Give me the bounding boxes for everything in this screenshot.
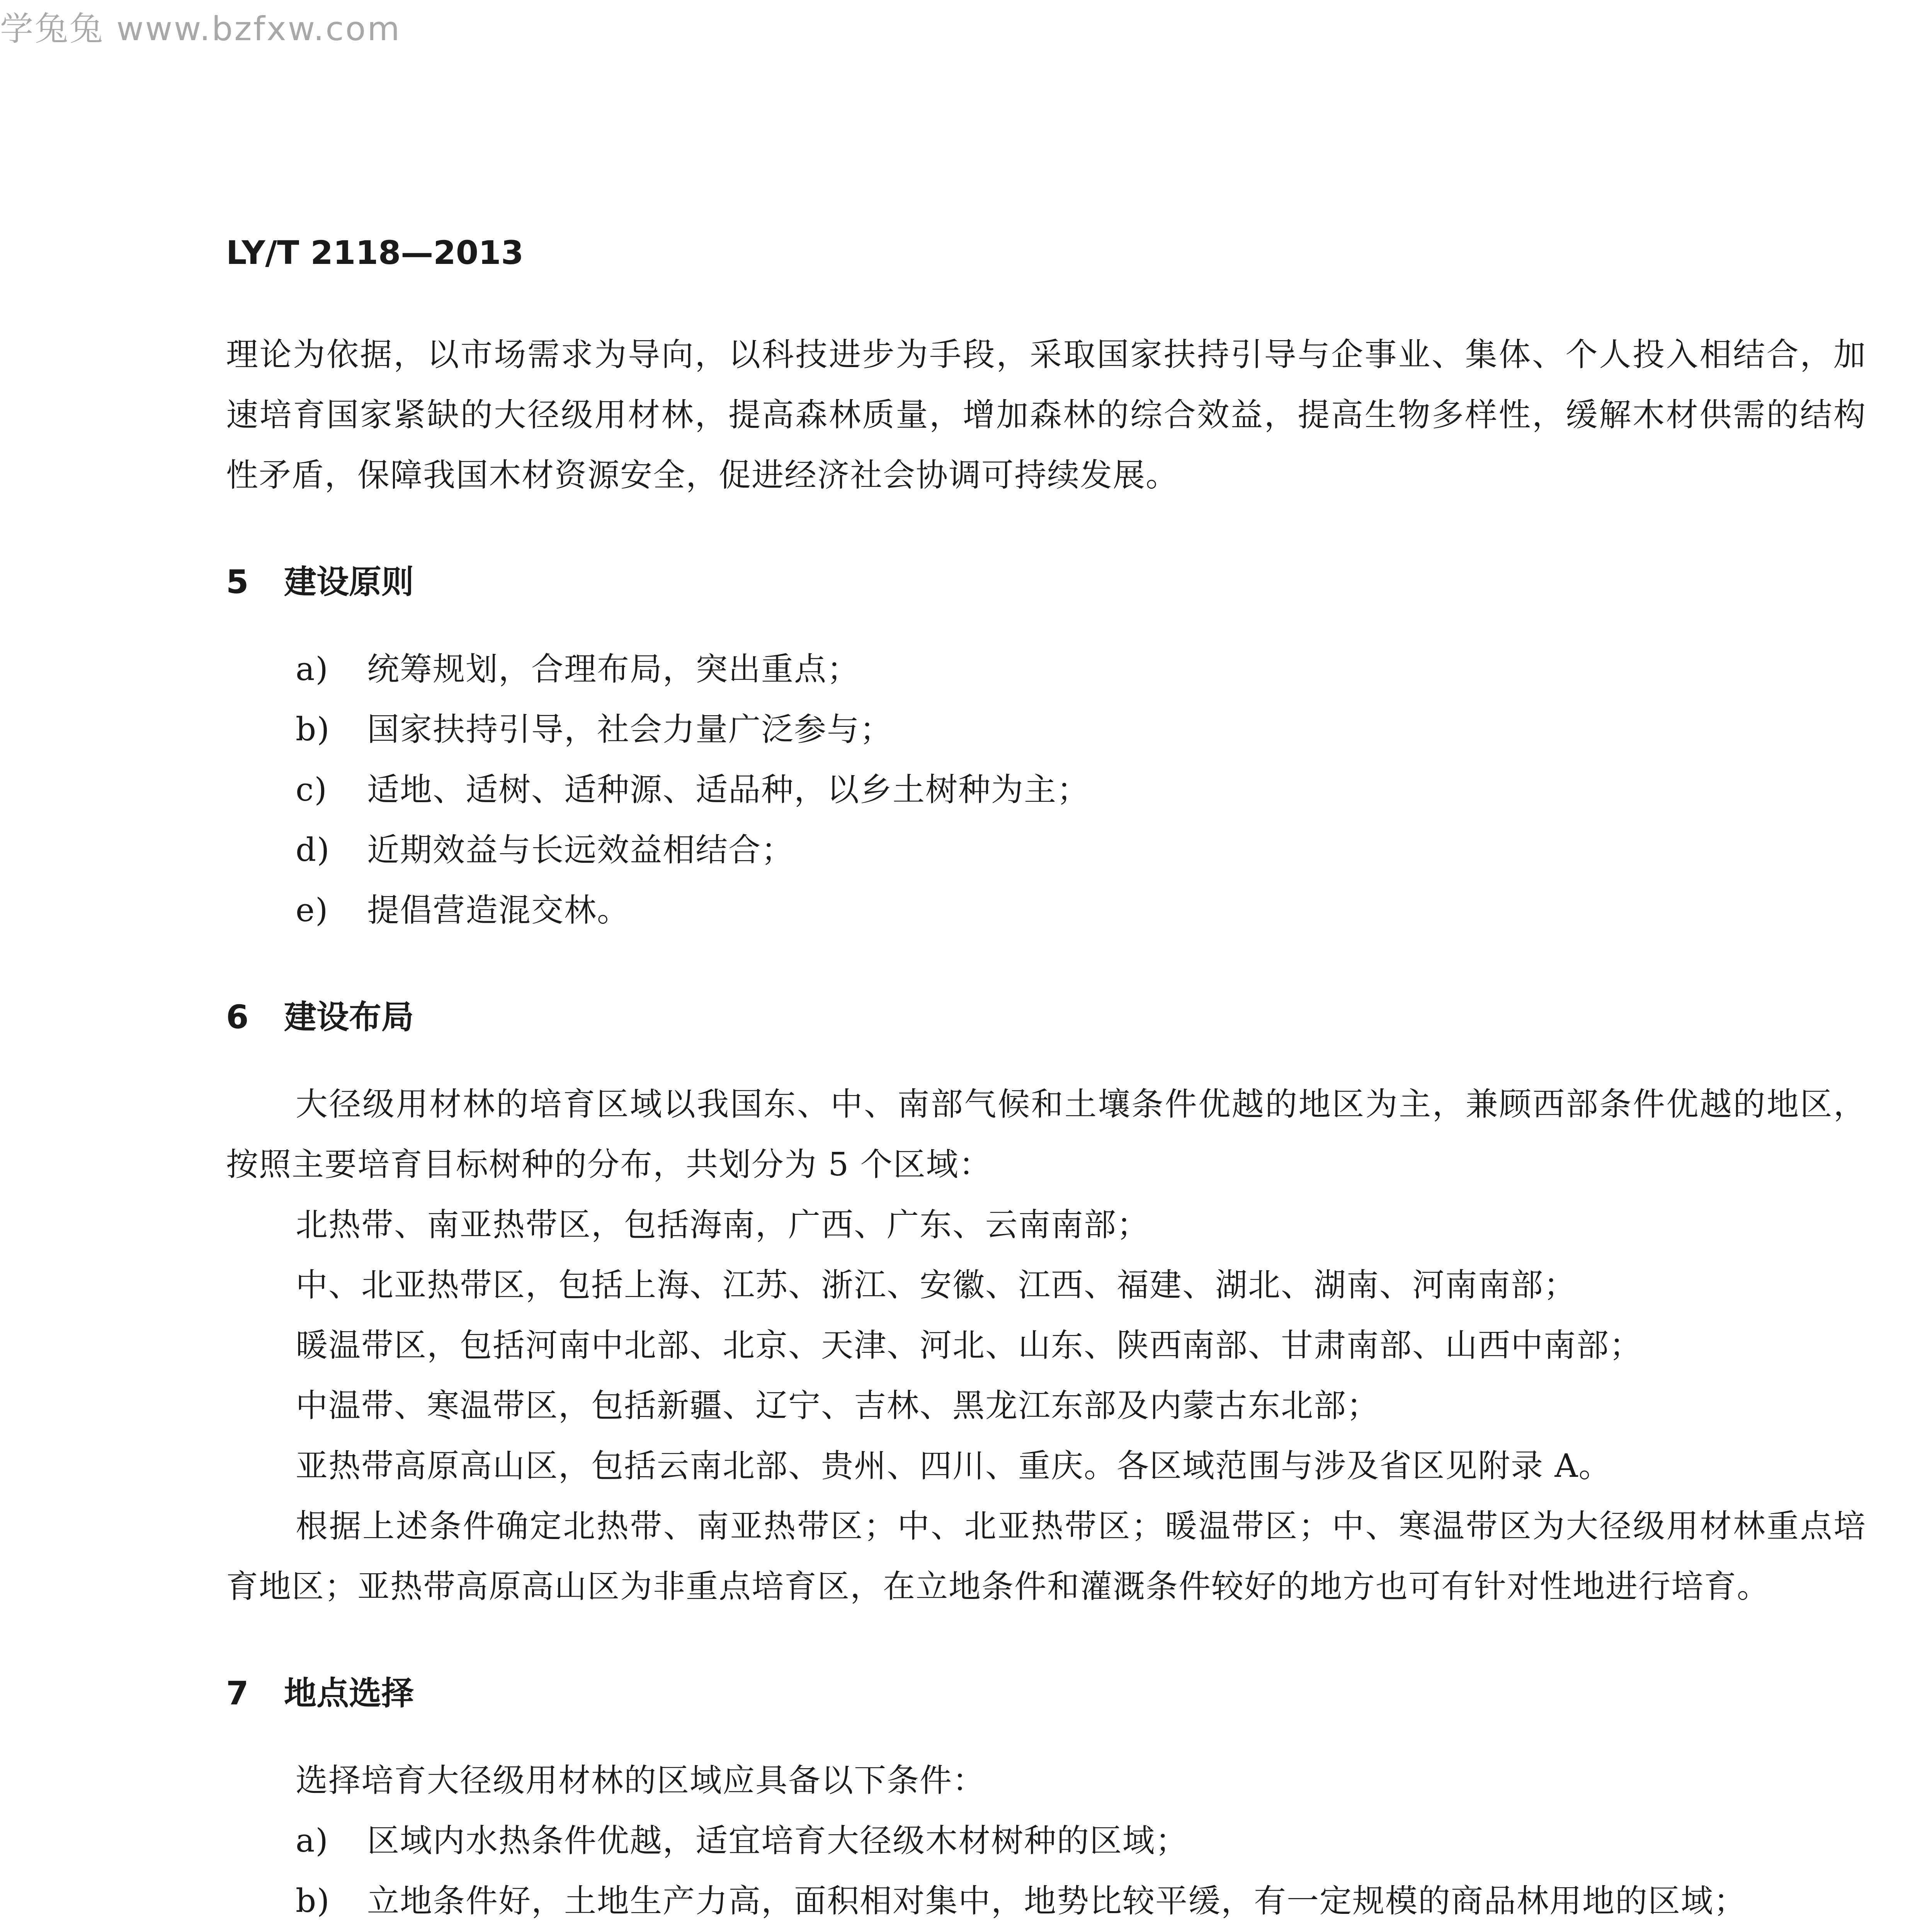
region-item: 暖温带区，包括河南中北部、北京、天津、河北、山东、陕西南部、甘肃南部、山西中南部； (296, 1327, 1642, 1364)
list-item (226, 760, 1866, 820)
section-title: 建设布局 (284, 998, 414, 1036)
section-number: 5 (226, 563, 249, 601)
document-body (226, 325, 1866, 1932)
list-text: 国家扶持引导，社会力量广泛参与； (367, 711, 893, 748)
list-text: 区域内水热条件优越，适宜培育大径级木材树种的区域； (367, 1822, 1188, 1859)
section-title: 地点选择 (284, 1674, 414, 1712)
list-marker: e) (296, 891, 329, 929)
standard-code: LY/T 2118—2013 (226, 234, 524, 272)
list-text: 提倡营造混交林。 (367, 891, 630, 929)
list-text: 立地条件好，土地生产力高，面积相对集中，地势比较平缓，有一定规模的商品林用地的区域； (367, 1882, 1747, 1920)
list-marker: c) (296, 771, 328, 808)
list-marker: b) (296, 1882, 330, 1920)
section-6-paragraph-2: 根据上述条件确定北热带、南亚热带区；中、北亚热带区；暖温带区；中、寒温带区为大径级用材林重点培育地区；亚热带高原高山区为非重点培育区，在立地条件和灌溉条件较好的地方也可有针对性地进行培育。 (226, 1507, 1866, 1605)
list-marker: a) (296, 1822, 329, 1859)
list-text: 适地、适树、适种源、适品种，以乡土树种为主； (367, 771, 1090, 808)
list-marker: b) (296, 711, 330, 748)
section-6-paragraph-1: 大径级用材林的培育区域以我国东、中、南部气候和土壤条件优越的地区为主，兼顾西部条件优越的地区，按照主要培育目标树种的分布，共划分为 5 个区域： (226, 1085, 1866, 1183)
section-6-heading (226, 987, 1866, 1047)
region-item: 亚热带高原高山区，包括云南北部、贵州、四川、重庆。各区域范围与涉及省区见附录 A。 (296, 1447, 1612, 1485)
region-item: 中温带、寒温带区，包括新疆、辽宁、吉林、黑龙江东部及内蒙古东北部； (296, 1387, 1379, 1424)
region-item: 中、北亚热带区，包括上海、江苏、浙江、安徽、江西、福建、湖北、湖南、河南南部； (296, 1266, 1577, 1304)
watermark: 学兔兔 www.bzfxw.com (0, 10, 401, 48)
list-item (226, 1811, 1866, 1871)
region-item: 北热带、南亚热带区，包括海南，广西、广东、云南南部； (296, 1206, 1150, 1243)
list-text: 近期效益与长远效益相结合； (367, 831, 794, 869)
intro-paragraph: 理论为依据，以市场需求为导向，以科技进步为手段，采取国家扶持引导与企事业、集体、个人投入相结合，加速培育国家紧缺的大径级用材林，提高森林质量，增加森林的综合效益，提高生物多样性，缓解木材供需的结构性矛盾，保障我国木材资源安全，促进经济社会协调可持续发展。 (226, 336, 1866, 494)
list-marker: d) (296, 831, 330, 869)
list-item (226, 880, 1866, 940)
section-number: 6 (226, 998, 249, 1036)
section-title: 建设原则 (284, 563, 414, 601)
list-item (226, 699, 1866, 760)
list-text: 统筹规划，合理布局，突出重点； (367, 650, 860, 688)
section-7-heading (226, 1663, 1866, 1723)
section-7-paragraph-1: 选择培育大径级用材林的区域应具备以下条件： (296, 1762, 985, 1799)
section-number: 7 (226, 1674, 249, 1712)
list-item (226, 639, 1866, 699)
list-item (226, 1871, 1866, 1931)
list-marker: a) (296, 650, 329, 688)
section-5-heading (226, 552, 1866, 612)
list-item (226, 820, 1866, 880)
